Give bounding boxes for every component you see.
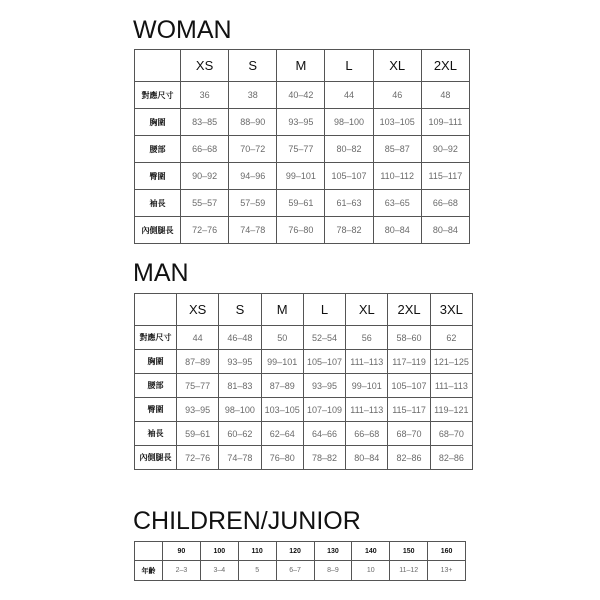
table-cell: 46–48	[219, 326, 261, 350]
table-cell: 107–109	[303, 398, 345, 422]
table-row	[135, 446, 473, 470]
children-header-row	[135, 542, 466, 561]
row-label: 臀圍	[135, 398, 177, 422]
size-header: 2XL	[421, 50, 469, 82]
size-header: 150	[390, 542, 428, 561]
table-cell: 117–119	[388, 350, 430, 374]
table-cell: 74–78	[229, 217, 277, 244]
table-cell: 109–111	[421, 109, 469, 136]
table-cell: 36	[181, 82, 229, 109]
table-row	[135, 561, 466, 581]
table-cell: 121–125	[430, 350, 472, 374]
table-cell: 63–65	[373, 190, 421, 217]
size-header: S	[219, 294, 261, 326]
table-cell: 99–101	[346, 374, 388, 398]
man-header-row	[135, 294, 473, 326]
table-cell: 80–82	[325, 136, 373, 163]
table-cell: 64–66	[303, 422, 345, 446]
table-cell: 48	[421, 82, 469, 109]
table-cell: 66–68	[346, 422, 388, 446]
table-cell: 80–84	[421, 217, 469, 244]
table-cell: 90–92	[181, 163, 229, 190]
table-cell: 6–7	[276, 561, 314, 581]
table-row	[135, 217, 470, 244]
table-cell: 111–113	[430, 374, 472, 398]
size-header: XL	[373, 50, 421, 82]
size-header: 2XL	[388, 294, 430, 326]
man-corner-cell	[135, 294, 177, 326]
table-cell: 8–9	[314, 561, 352, 581]
table-cell: 70–72	[229, 136, 277, 163]
table-row	[135, 163, 470, 190]
table-cell: 111–113	[346, 350, 388, 374]
table-cell: 94–96	[229, 163, 277, 190]
table-cell: 61–63	[325, 190, 373, 217]
children-title: CHILDREN/JUNIOR	[133, 507, 361, 535]
man-title: MAN	[133, 259, 189, 287]
table-cell: 62–64	[261, 422, 303, 446]
table-cell: 111–113	[346, 398, 388, 422]
table-cell: 76–80	[277, 217, 325, 244]
row-label: 對應尺寸	[135, 326, 177, 350]
size-header: 3XL	[430, 294, 472, 326]
table-cell: 52–54	[303, 326, 345, 350]
table-row	[135, 422, 473, 446]
table-cell: 103–105	[261, 398, 303, 422]
size-header: M	[261, 294, 303, 326]
table-cell: 105–107	[325, 163, 373, 190]
table-row	[135, 190, 470, 217]
woman-title: WOMAN	[133, 16, 232, 44]
size-header: 90	[163, 542, 201, 561]
children-size-table	[134, 541, 466, 581]
table-cell: 46	[373, 82, 421, 109]
table-row	[135, 136, 470, 163]
table-cell: 99–101	[277, 163, 325, 190]
table-cell: 68–70	[430, 422, 472, 446]
table-row	[135, 374, 473, 398]
size-header: 110	[238, 542, 276, 561]
table-row	[135, 398, 473, 422]
table-cell: 82–86	[388, 446, 430, 470]
table-cell: 90–92	[421, 136, 469, 163]
table-cell: 75–77	[177, 374, 219, 398]
row-label: 對應尺寸	[135, 82, 181, 109]
size-header: L	[325, 50, 373, 82]
table-cell: 119–121	[430, 398, 472, 422]
table-cell: 72–76	[177, 446, 219, 470]
table-cell: 10	[352, 561, 390, 581]
table-cell: 105–107	[388, 374, 430, 398]
table-cell: 68–70	[388, 422, 430, 446]
table-cell: 44	[325, 82, 373, 109]
table-cell: 87–89	[261, 374, 303, 398]
table-cell: 74–78	[219, 446, 261, 470]
table-cell: 60–62	[219, 422, 261, 446]
table-cell: 115–117	[388, 398, 430, 422]
table-cell: 110–112	[373, 163, 421, 190]
table-cell: 93–95	[303, 374, 345, 398]
row-label: 腰部	[135, 374, 177, 398]
table-cell: 58–60	[388, 326, 430, 350]
table-cell: 55–57	[181, 190, 229, 217]
table-cell: 88–90	[229, 109, 277, 136]
table-cell: 72–76	[181, 217, 229, 244]
table-cell: 93–95	[219, 350, 261, 374]
woman-corner-cell	[135, 50, 181, 82]
size-header: 130	[314, 542, 352, 561]
table-cell: 93–95	[277, 109, 325, 136]
table-cell: 83–85	[181, 109, 229, 136]
table-cell: 62	[430, 326, 472, 350]
row-label: 胸圍	[135, 109, 181, 136]
table-cell: 3–4	[200, 561, 238, 581]
table-cell: 105–107	[303, 350, 345, 374]
table-cell: 81–83	[219, 374, 261, 398]
table-cell: 80–84	[373, 217, 421, 244]
size-header: XL	[346, 294, 388, 326]
table-cell: 80–84	[346, 446, 388, 470]
table-cell: 98–100	[219, 398, 261, 422]
table-cell: 75–77	[277, 136, 325, 163]
table-cell: 103–105	[373, 109, 421, 136]
table-cell: 87–89	[177, 350, 219, 374]
table-cell: 99–101	[261, 350, 303, 374]
row-label: 袖長	[135, 422, 177, 446]
table-row	[135, 350, 473, 374]
row-label: 胸圍	[135, 350, 177, 374]
row-label: 內側腿長	[135, 217, 181, 244]
row-label: 袖長	[135, 190, 181, 217]
table-cell: 2–3	[163, 561, 201, 581]
size-header: 120	[276, 542, 314, 561]
table-row	[135, 82, 470, 109]
table-cell: 59–61	[177, 422, 219, 446]
row-label: 腰部	[135, 136, 181, 163]
table-cell: 66–68	[181, 136, 229, 163]
size-header: S	[229, 50, 277, 82]
size-header: XS	[181, 50, 229, 82]
table-cell: 50	[261, 326, 303, 350]
woman-size-table	[134, 49, 470, 244]
size-header: 140	[352, 542, 390, 561]
table-row	[135, 326, 473, 350]
table-cell: 82–86	[430, 446, 472, 470]
table-cell: 5	[238, 561, 276, 581]
size-header: 100	[200, 542, 238, 561]
table-cell: 78–82	[325, 217, 373, 244]
table-cell: 11–12	[390, 561, 428, 581]
children-corner-cell	[135, 542, 163, 561]
table-cell: 40–42	[277, 82, 325, 109]
table-cell: 93–95	[177, 398, 219, 422]
table-cell: 115–117	[421, 163, 469, 190]
row-label: 臀圍	[135, 163, 181, 190]
table-cell: 85–87	[373, 136, 421, 163]
table-cell: 38	[229, 82, 277, 109]
table-cell: 76–80	[261, 446, 303, 470]
table-cell: 78–82	[303, 446, 345, 470]
table-cell: 66–68	[421, 190, 469, 217]
table-cell: 44	[177, 326, 219, 350]
table-cell: 98–100	[325, 109, 373, 136]
woman-header-row	[135, 50, 470, 82]
row-label: 內側腿長	[135, 446, 177, 470]
table-cell: 59–61	[277, 190, 325, 217]
table-cell: 57–59	[229, 190, 277, 217]
size-header: 160	[428, 542, 466, 561]
table-cell: 56	[346, 326, 388, 350]
size-header: L	[303, 294, 345, 326]
man-size-table	[134, 293, 473, 470]
table-row	[135, 109, 470, 136]
size-header: XS	[177, 294, 219, 326]
table-cell: 13+	[428, 561, 466, 581]
size-header: M	[277, 50, 325, 82]
row-label: 年齡	[135, 561, 163, 581]
